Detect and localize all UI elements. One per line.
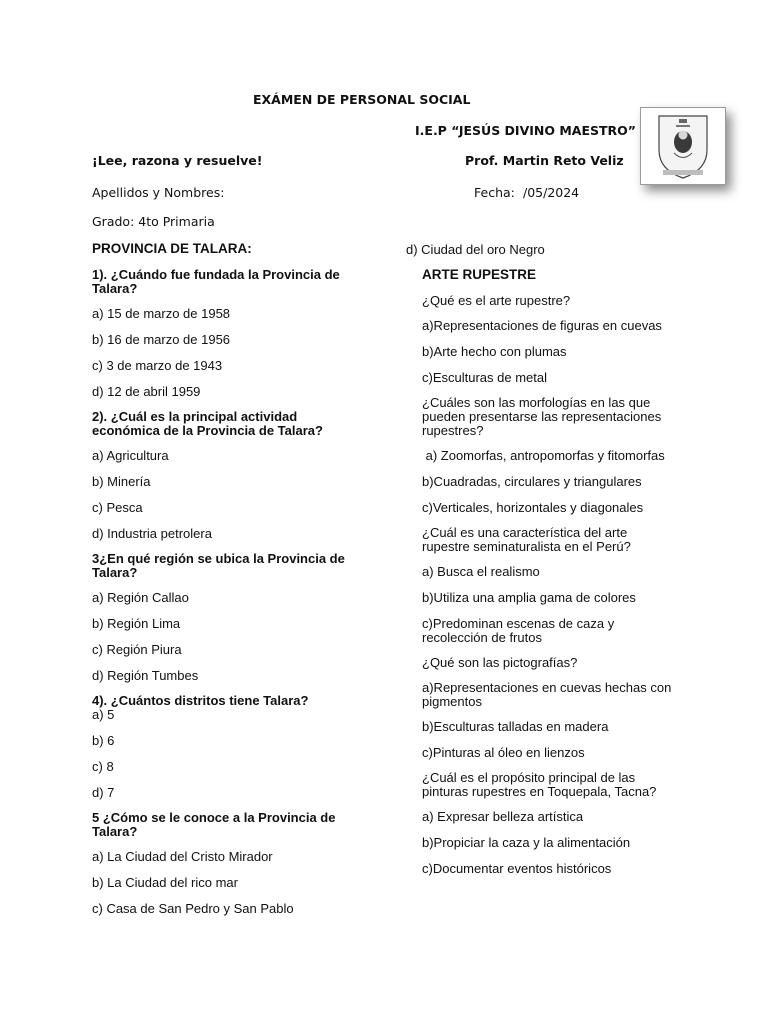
question-a5-cont: pinturas rupestres en Toquepala, Tacna? (422, 784, 657, 799)
question-a5: ¿Cuál es el propósito principal de las (422, 770, 636, 785)
option: c) Región Piura (92, 642, 182, 657)
option: a) 15 de marzo de 1958 (92, 306, 231, 321)
option: b) La Ciudad del rico mar (92, 875, 238, 890)
option: b)Arte hecho con plumas (422, 344, 567, 359)
option: c) Pesca (92, 500, 143, 515)
question-5-cont: Talara? (92, 824, 138, 839)
option: b) 16 de marzo de 1956 (92, 332, 231, 347)
question-a1: ¿Qué es el arte rupestre? (422, 293, 571, 308)
option: d) Región Tumbes (92, 668, 199, 683)
question-1: 1). ¿Cuándo fue fundada la Provincia de (92, 267, 340, 282)
option: c)Predominan escenas de caza y (422, 616, 615, 631)
option: c) Casa de San Pedro y San Pablo (92, 901, 294, 916)
option: d) Industria petrolera (92, 526, 212, 541)
option: a) 5 (92, 707, 115, 722)
section-title-talara: PROVINCIA DE TALARA: (92, 241, 252, 256)
grade-label: Grado: 4to Primaria (92, 214, 215, 229)
option: c) 3 de marzo de 1943 (92, 358, 223, 373)
question-4: 4). ¿Cuántos distritos tiene Talara? (92, 693, 309, 708)
option: a) Agricultura (92, 448, 169, 463)
option: d) Ciudad del oro Negro (406, 242, 545, 257)
option: b) 6 (92, 733, 115, 748)
option: b)Utiliza una amplia gama de colores (422, 590, 636, 605)
option: a)Representaciones en cuevas hechas con (422, 680, 672, 695)
instruction: ¡Lee, razona y resuelve! (92, 153, 263, 168)
left-column (92, 242, 392, 928)
option: d) 7 (92, 785, 115, 800)
right-column (406, 243, 726, 888)
school-name: I.E.P “JESÚS DIVINO MAESTRO” (415, 123, 636, 138)
option: c)Verticales, horizontales y diagonales (422, 500, 644, 515)
question-3-cont: Talara? (92, 565, 138, 580)
question-a3: ¿Cuál es una característica del arte (422, 525, 628, 540)
option: a) La Ciudad del Cristo Mirador (92, 849, 273, 864)
question-a2-cont: rupestres? (422, 423, 484, 438)
question-1-cont: Talara? (92, 281, 138, 296)
option-cont: recolección de frutos (422, 630, 542, 645)
school-crest-icon (641, 108, 725, 184)
question-a3-cont: rupestre seminaturalista en el Perú? (422, 539, 631, 554)
option: c)Pinturas al óleo en lienzos (422, 745, 585, 760)
option: b)Esculturas talladas en madera (422, 719, 609, 734)
option: a) Zoomorfas, antropomorfas y fitomorfas (422, 448, 665, 463)
option: a) Región Callao (92, 590, 189, 605)
option: c) 8 (92, 759, 114, 774)
question-2: 2). ¿Cuál es la principal actividad (92, 409, 298, 424)
teacher-name: Prof. Martin Reto Veliz (465, 153, 624, 168)
exam-title: EXÁMEN DE PERSONAL SOCIAL (253, 92, 471, 107)
arte-questions (422, 294, 726, 876)
date-label: Fecha: (474, 185, 515, 200)
option: b) Minería (92, 474, 151, 489)
option: b)Cuadradas, circulares y triangulares (422, 474, 642, 489)
question-2-cont: económica de la Provincia de Talara? (92, 423, 323, 438)
question-a2-cont: pueden presentarse las representaciones (422, 409, 662, 424)
option: b) Región Lima (92, 616, 181, 631)
section-title-arte-rupestre: ARTE RUPESTRE (422, 267, 537, 282)
name-label: Apellidos y Nombres: (92, 185, 225, 200)
option: a) Busca el realismo (422, 564, 540, 579)
school-logo (640, 107, 726, 185)
option: b)Propiciar la caza y la alimentación (422, 835, 631, 850)
option: a)Representaciones de figuras en cuevas (422, 318, 662, 333)
date-value: /05/2024 (523, 185, 580, 200)
option-cont: pigmentos (422, 694, 482, 709)
question-a4: ¿Qué son las pictografías? (422, 655, 578, 670)
option: c)Esculturas de metal (422, 370, 547, 385)
option: a) Expresar belleza artística (422, 809, 584, 824)
question-a2: ¿Cuáles son las morfologías en las que (422, 395, 651, 410)
question-3: 3¿En qué región se ubica la Provincia de (92, 551, 345, 566)
question-5: 5 ¿Cómo se le conoce a la Provincia de (92, 810, 336, 825)
option: d) 12 de abril 1959 (92, 384, 201, 399)
option: c)Documentar eventos históricos (422, 861, 612, 876)
